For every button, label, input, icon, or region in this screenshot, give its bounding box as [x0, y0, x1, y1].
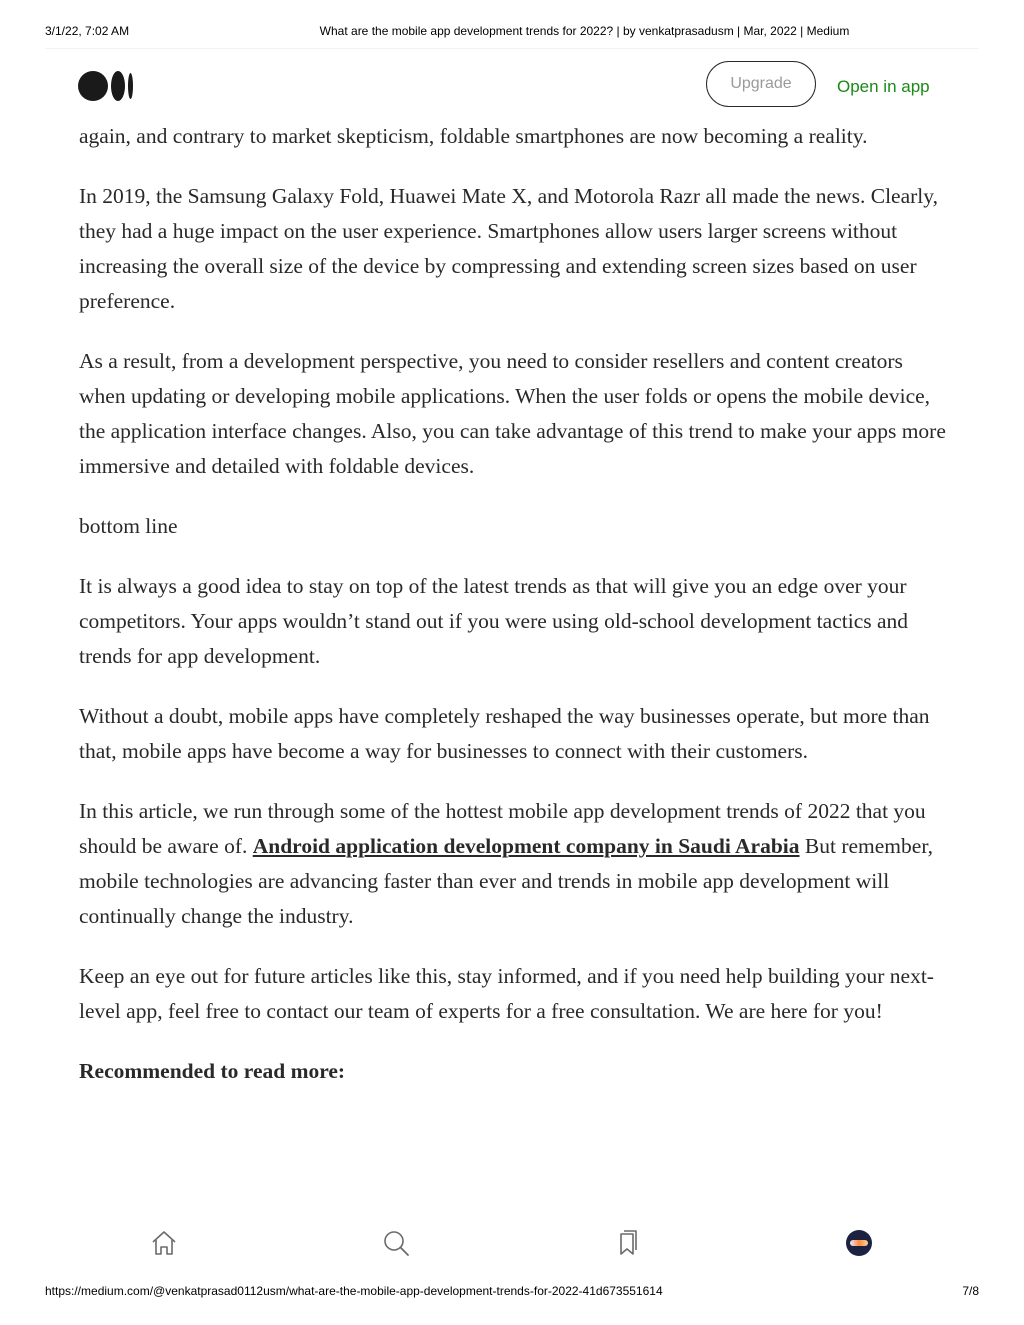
print-page-title: What are the mobile app development trends for 2022? | by venkatprasadusm | Mar, 2022 | Medium — [319, 24, 850, 38]
article-paragraph: As a result, from a development perspective, you need to consider resellers and content creators when updating or developing mobile applications. When the user folds or opens the mobile device, the application interface changes. Also, you can take advantage of this trend to make your apps more immersive and detailed with foldable devices. — [79, 349, 946, 478]
print-date: 3/1/22, 7:02 AM — [45, 24, 130, 38]
open-in-app-link[interactable]: Open in app — [837, 77, 930, 96]
article-paragraph: It is always a good idea to stay on top of the latest trends as that will give you an edge over your competitors. Your apps wouldn’t stand out if you were using old-school development tactics and trends for app development. — [79, 574, 909, 668]
bookmark-icon[interactable] — [613, 1228, 643, 1258]
section-heading: bottom line — [79, 514, 178, 538]
article-paragraph: Without a doubt, mobile apps have completely reshaped the way businesses operate, but more than that, mobile apps have become a way for businesses to connect with their customers. — [79, 704, 930, 763]
print-header — [0, 24, 1024, 42]
article-paragraph: In 2019, the Samsung Galaxy Fold, Huawei Mate X, and Motorola Razr all made the news. Clearly, they had a huge impact on the user experience. Smartphones allow users larger screens without increasing the overall size of the device by compressing and extending screen sizes based on user preference. — [79, 184, 939, 313]
article-paragraph — [79, 794, 954, 934]
company-link[interactable]: Android application development company in Saudi Arabia — [252, 834, 800, 858]
avatar-image — [850, 1240, 868, 1246]
article-paragraph: again, and contrary to market skepticism, foldable smartphones are now becoming a reality. — [79, 124, 868, 148]
article-body — [79, 119, 954, 1114]
bottom-navigation — [45, 1222, 979, 1266]
paragraph-text: In this article, we run through some of the hottest mobile app development trends of 2022 that you should be aware of. — [79, 799, 926, 858]
print-footer — [0, 1284, 1024, 1302]
upgrade-button[interactable]: Upgrade — [706, 61, 816, 107]
home-icon[interactable] — [149, 1228, 179, 1258]
top-navigation-bar — [45, 48, 979, 119]
logo-ellipse-small — [128, 73, 133, 99]
search-icon[interactable] — [381, 1228, 411, 1258]
logo-ellipse-medium — [111, 71, 125, 101]
article-paragraph: Keep an eye out for future articles like this, stay informed, and if you need help building your next-level app, feel free to contact our team of experts for a free consultation. We are here for you! — [79, 964, 934, 1023]
paragraph-text: But remember, mobile technologies are advancing faster than ever and trends in mobile app development will continually change the industry. — [79, 834, 933, 928]
print-page-number: 7/8 — [962, 1284, 979, 1298]
logo-circle-large — [78, 71, 108, 101]
print-url: https://medium.com/@venkatprasad0112usm/what-are-the-mobile-app-development-trends-for-2022-41d673551614 — [45, 1284, 663, 1298]
medium-logo[interactable] — [78, 71, 136, 101]
recommended-heading: Recommended to read more: — [79, 1059, 346, 1083]
avatar[interactable] — [846, 1230, 872, 1256]
